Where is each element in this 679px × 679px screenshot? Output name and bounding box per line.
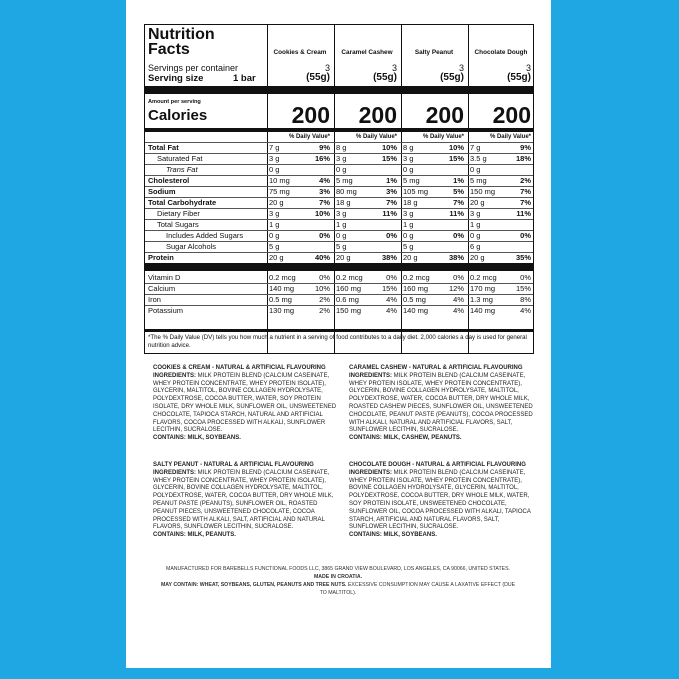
vitamin-row [145,272,533,283]
laxative-warning: EXCESSIVE CONSUMPTION MAY CAUSE A LAXATIVE EFFECT (DUE TO MALTITOL). [319,582,516,596]
ingredients-heading: SALTY PEANUT - NATURAL & ARTIFICIAL FLAVOURING [153,462,314,468]
nutrient-percent: 3% [319,187,330,196]
nutrient-amount: 5 mg [470,176,487,185]
nutrient-percent: 11% [449,209,464,218]
nutrient-label: Sodium [148,187,176,196]
nutrient-percent: 2% [520,176,531,185]
daily-value-header: % Daily Value* [288,134,330,140]
vitamin-percent: 15% [515,284,531,293]
nutrient-percent: 4% [319,176,330,185]
nutrient-percent: 18% [515,154,531,163]
vitamin-amount: 140 mg [403,306,429,315]
contains-line: CONTAINS: MILK, PEANUTS. [153,532,236,539]
nutrient-amount: 3 g [336,209,347,218]
nutrient-amount: 0 g [470,231,481,240]
ingredients-label: INGREDIENTS: [153,372,197,379]
nutrient-amount: 3 g [470,209,481,218]
ingredients-block-chocolate-dough [349,462,534,540]
ingredients-list: MILK PROTEIN BLEND (CALCIUM CASEINATE, WHEY PROTEIN ISOLATE, WHEY PROTEIN CONCENTRATE), GLYCERIN, BOVINE COLLAGEN HYDROLYSATE, MALTITOL, POLYDEXTROSE, WATER, COCOA BUTTER, DRY WHOLE MILK, ROASTED CASHEW PIECES, SUNFLOWER OIL, UNSWEETENED CHOCOLATE, PEANUT PASTE (PEANUTS), COCOA PROCESSED WITH ALKALI, NATURAL AND ARTIFICIAL FLAVORS, SALT, SUNFLOWER LECITHIN, SUCRALOSE. [349,372,533,434]
vitamin-label: Iron [148,295,161,304]
nutrient-amount: 20 g [470,253,485,262]
nutrient-amount: 20 g [336,253,351,262]
vitamin-percent: 4% [453,306,464,315]
nutrient-amount: 5 mg [403,176,420,185]
nutrient-percent: 7% [319,198,330,207]
vitamin-amount: 160 mg [403,284,429,293]
nutrient-amount: 6 g [470,242,481,251]
vitamin-percent: 4% [520,306,531,315]
ingredients-block-caramel-cashew [349,365,534,443]
nutrient-amount: 5 g [403,242,414,251]
ingredients-list: MILK PROTEIN BLEND (CALCIUM CASEINATE, WHEY PROTEIN CONCENTRATE, WHEY PROTEIN ISOLATE), GLYCERIN, BOVINE COLLAGEN HYDROLYSATE, MALTITOL, POLYDEXTROSE, WATER, COCOA BUTTER, DRY WHOLE MILK, PEANUT PASTE (PEANUTS), SUNFLOWER OIL, ROASTED PEANUT PIECES, UNSWEETENED CHOCOLATE, COCOA PROCESSED WITH ALKALI, SALT, ARTIFICIAL AND NATURAL FLAVORS, SUNFLOWER LECITHIN, SUCRALOSE. [153,469,334,531]
title-line-1: Nutrition [148,26,215,43]
contains-line: CONTAINS: MILK, SOYBEANS. [153,435,241,442]
nutrient-percent: 1% [386,176,397,185]
servings-value: 3 [458,63,464,73]
medium-rule [145,128,533,132]
nutrient-amount: 8 g [403,143,414,152]
calories-value: 200 [358,102,397,128]
nutrient-amount: 3 g [269,154,280,163]
nutrient-percent: 35% [515,253,531,262]
product-header: Caramel Cashew [341,49,393,56]
nutrient-amount: 7 g [269,143,280,152]
nutrient-percent: 0% [520,231,531,240]
nutrient-label: Cholesterol [148,176,190,185]
ingredients-text [153,373,338,435]
calories-value: 200 [492,102,531,128]
nutrient-amount: 20 g [470,198,485,207]
ingredients-heading: COOKIES & CREAM - NATURAL & ARTIFICIAL FLAVOURING [153,365,326,371]
vitamin-amount: 140 mg [470,306,496,315]
nutrient-amount: 3 g [269,209,280,218]
nutrient-amount: 0 g [336,231,347,240]
vitamin-amount: 0.2 mcg [403,273,430,282]
nutrient-percent: 9% [520,143,531,152]
nutrient-amount: 18 g [336,198,351,207]
nutrient-amount: 3 g [336,154,347,163]
vitamin-percent: 0% [520,273,531,282]
nutrient-percent: 16% [314,154,330,163]
ingredients-label: INGREDIENTS: [349,372,393,379]
nutrient-row [145,197,533,208]
footer-line-2 [158,581,518,597]
vitamin-label: Vitamin D [148,273,181,282]
vitamin-amount: 0.2 mcg [269,273,296,282]
servings-value: 3 [324,63,330,73]
nutrient-amount: 0 g [269,231,280,240]
contains-line: CONTAINS: MILK, CASHEW, PEANUTS. [349,435,462,442]
vitamin-row [145,283,533,294]
nutrient-percent: 3% [386,187,397,196]
thick-rule [145,263,533,271]
vitamin-label: Potassium [148,306,184,315]
nutrient-percent: 15% [381,154,397,163]
nutrient-percent: 7% [520,198,531,207]
nutrient-amount: 0 g [470,165,481,174]
nutrient-amount: 80 mg [336,187,357,196]
manufacturer-footer [158,565,518,597]
calories-value: 200 [291,102,330,128]
vitamin-percent: 12% [448,284,464,293]
nutrient-row [145,208,533,219]
ingredients-text [349,470,534,532]
vitamin-percent: 8% [520,295,531,304]
contains-line: CONTAINS: MILK, SOYBEANS. [349,532,437,539]
nutrient-row [145,252,533,263]
vitamin-percent: 15% [381,284,397,293]
nutrient-row [145,241,533,252]
nutrient-row [145,219,533,230]
nutrient-percent: 5% [453,187,464,196]
ingredients-text [153,470,338,532]
nutrient-percent: 10% [448,143,464,152]
vitamin-amount: 130 mg [269,306,295,315]
nutrient-label: Protein [148,253,174,262]
ingredients-label: INGREDIENTS: [153,469,197,476]
nutrient-amount: 5 mg [336,176,353,185]
servings-value: 3 [391,63,397,73]
nutrient-row [145,186,533,197]
vitamin-percent: 2% [319,295,330,304]
nutrient-amount: 1 g [269,220,280,229]
serving-size-grams: (55g) [440,72,464,83]
vitamin-amount: 0.5 mg [403,295,426,304]
nutrient-amount: 150 mg [470,187,496,196]
vitamin-amount: 0.2 mcg [470,273,497,282]
nutrient-amount: 10 mg [269,176,290,185]
nutrient-amount: 20 g [269,253,284,262]
nutrient-row [145,142,533,153]
nutrient-percent: 7% [386,198,397,207]
nutrient-amount: 0 g [269,165,280,174]
nutrient-percent: 7% [520,187,531,196]
nutrient-percent: 0% [453,231,464,240]
serving-size-grams: (55g) [373,72,397,83]
nutrient-amount: 5 g [336,242,347,251]
nutrient-label: Total Fat [148,143,179,152]
nutrient-amount: 0 g [336,165,347,174]
vitamin-percent: 0% [386,273,397,282]
product-header: Cookies & Cream [273,49,327,56]
nutrition-facts-panel [144,24,534,354]
serving-size-value: 1 bar [233,73,256,84]
nutrient-amount: 0 g [403,165,414,174]
nutrient-amount: 1 g [403,220,414,229]
nutrient-percent: 10% [314,209,330,218]
nutrient-percent: 1% [453,176,464,185]
nutrient-percent: 38% [448,253,464,262]
nutrient-label: Total Carbohydrate [148,198,217,207]
may-contain-text: MAY CONTAIN: WHEAT, SOYBEANS, GLUTEN, PEANUTS AND TREE NUTS. [160,582,347,588]
nutrient-amount: 3.5 g [470,154,487,163]
nutrient-amount: 18 g [403,198,418,207]
vitamin-label: Calcium [148,284,176,293]
nutrient-amount: 8 g [336,143,347,152]
nutrient-label: Total Sugars [157,220,199,229]
ingredients-list: MILK PROTEIN BLEND (CALCIUM CASEINATE, WHEY PROTEIN CONCENTRATE, WHEY PROTEIN ISOLATE), GLYCERIN, MALTITOL, BOVINE COLLAGEN HYDROLYSATE, POLYDEXTROSE, COCOA BUTTER, WATER, SOY PROTEIN ISOLATE, DRY WHOLE MILK, SUNFLOWER OIL, UNSWEETENED CHOCOLATE, TAPIOCA STARCH, NATURAL AND ARTIFICIAL FLAVORS, COCOA PROCESSED WITH ALKALI, SUNFLOWER LECITHIN, SUCRALOSE. [153,372,337,434]
nutrient-amount: 0 g [403,231,414,240]
ingredients-heading: CARAMEL CASHEW - NATURAL & ARTIFICIAL FLAVOURING [349,365,523,371]
nutrient-amount: 5 g [269,242,280,251]
nutrient-percent: 11% [382,209,397,218]
vitamin-amount: 160 mg [336,284,362,293]
nutrient-percent: 10% [381,143,397,152]
vitamin-percent: 0% [319,273,330,282]
nutrient-amount: 20 g [403,253,418,262]
nutrient-percent: 0% [386,231,397,240]
servings-value: 3 [525,63,531,73]
nutrient-percent: 7% [453,198,464,207]
ingredients-block-salty-peanut [153,462,338,540]
vitamin-amount: 170 mg [470,284,496,293]
made-in-text: MADE IN CROATIA. [313,574,363,580]
nutrient-percent: 11% [516,209,531,218]
nutrient-amount: 20 g [269,198,284,207]
ingredients-list: MILK PROTEIN BLEND (CALCIUM CASEINATE, WHEY PROTEIN ISOLATE, WHEY PROTEIN CONCENTRATE), BOVINE COLLAGEN HYDROLYSATE, GLYCERIN, MALTITOL, POLYDEXTROSE, COCOA BUTTER, DRY WHOLE MILK, WATER, SOY PROTEIN ISOLATE, UNSWEETENED CHOCOLATE, SUNFLOWER OIL, COCOA PROCESSED WITH ALKALI, TAPIOCA STARCH, ARTIFICIAL AND NATURAL FLAVORS, SALT, SUNFLOWER LECITHIN, SUCRALOSE. [349,469,531,531]
nutrient-label: Includes Added Sugars [166,231,244,240]
vitamin-amount: 0.6 mg [336,295,359,304]
vitamin-percent: 2% [319,306,330,315]
vitamin-percent: 4% [453,295,464,304]
serving-size-grams: (55g) [306,72,330,83]
ingredients-text [349,373,534,435]
manufacturer-text: MANUFACTURED FOR BAREBELLS FUNCTIONAL FOODS LLC, 3865 GRAND VIEW BOULEVARD, LOS ANGELES, CA 90066, UNITED STATES. [166,566,510,572]
serving-size-grams: (55g) [507,72,531,83]
nutrient-percent: 40% [314,253,330,262]
nutrient-amount: 1 g [336,220,347,229]
nutrient-percent: 38% [381,253,397,262]
product-header: Chocolate Dough [474,49,528,56]
calories-label: Calories [148,107,208,124]
nutrient-label: Dietary Fiber [157,209,200,218]
vitamin-amount: 150 mg [336,306,362,315]
ingredients-block-cookies-cream [153,365,338,443]
vitamin-amount: 0.5 mg [269,295,292,304]
daily-value-header: % Daily Value* [355,134,397,140]
servings-label: Servings per container [148,63,239,73]
nutrient-amount: 7 g [470,143,481,152]
nutrient-row [145,153,533,164]
medium-rule [145,329,533,332]
panel-title [148,27,215,57]
serving-size-label: Serving size [148,73,204,84]
calories-value: 200 [425,102,464,128]
nutrient-amount: 75 mg [269,187,290,196]
nutrient-row [145,164,533,175]
nutrient-amount: 1 g [470,220,481,229]
footer-line-1 [158,565,518,581]
vitamin-amount: 1.3 mg [470,295,493,304]
vitamin-row [145,294,533,305]
vitamin-percent: 10% [314,284,330,293]
vitamin-row [145,305,533,316]
vitamin-amount: 140 mg [269,284,295,293]
daily-value-header: % Daily Value* [489,134,531,140]
vitamin-amount: 0.2 mcg [336,273,363,282]
nutrient-amount: 3 g [403,209,414,218]
thick-rule [145,86,533,94]
nutrient-label: Sugar Alcohols [166,242,217,251]
vitamin-percent: 0% [453,273,464,282]
nutrient-label: Saturated Fat [157,154,203,163]
nutrient-percent: 0% [319,231,330,240]
daily-value-footnote: *The % Daily Value (DV) tells you how much a nutrient in a serving of food contributes to a daily diet. 2,000 calories a day is used for general nutrition advice. [148,334,527,349]
amount-per-serving: Amount per serving [148,99,201,105]
ingredients-label: INGREDIENTS: [349,469,393,476]
product-header: Salty Peanut [414,49,454,56]
vitamin-percent: 4% [386,306,397,315]
nutrient-row [145,230,533,241]
nutrient-amount: 3 g [403,154,414,163]
nutrient-label: Trans Fat [166,165,198,174]
ingredients-heading: CHOCOLATE DOUGH - NATURAL & ARTIFICIAL FLAVOURING [349,462,526,468]
title-line-2: Facts [148,41,190,58]
nutrient-percent: 9% [319,143,330,152]
nutrient-amount: 105 mg [403,187,429,196]
nutrient-row [145,175,533,186]
daily-value-header: % Daily Value* [422,134,464,140]
vitamin-percent: 4% [386,295,397,304]
nutrient-percent: 15% [448,154,464,163]
